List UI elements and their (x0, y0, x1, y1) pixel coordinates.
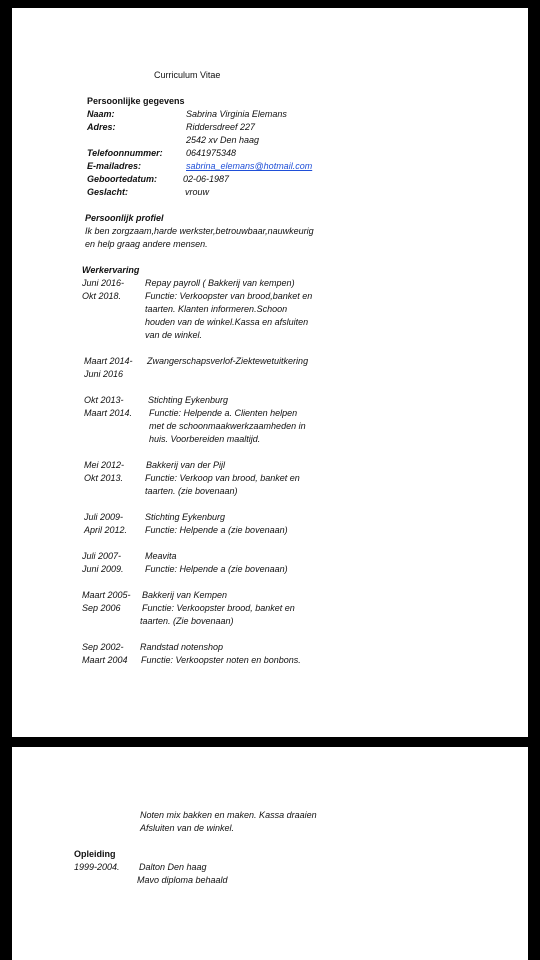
email-label: E-mailadres: (87, 161, 142, 171)
work-entry-date-end: April 2012. (84, 525, 128, 535)
dob-value: 02-06-1987 (183, 174, 230, 184)
education-school: Dalton Den haag (139, 862, 207, 872)
work-entry-line: Meavita (145, 551, 177, 561)
personal-heading: Persoonlijke gegevens (87, 96, 185, 106)
address-label: Adres: (87, 122, 116, 132)
work-entry-date-start: Mei 2012- (84, 460, 125, 470)
gender-label: Geslacht: (87, 187, 129, 197)
document-page-2 (12, 747, 528, 960)
work-entry-line: Zwangerschapsverlof-Ziektewetuitkering (147, 356, 309, 366)
work-entry-date-start: Okt 2013- (84, 395, 124, 405)
work-entry-line: met de schoonmaakwerkzaamheden in (149, 421, 306, 431)
work-entry-line: Functie: Helpende a. Clienten helpen (149, 408, 298, 418)
work-entry-line: houden van de winkel.Kassa en afsluiten (145, 317, 309, 327)
work-entry-date-start: Maart 2014- (84, 356, 133, 366)
work-entry-line: taarten. (Zie bovenaan) (140, 616, 234, 626)
work-entry-date-end: Juni 2016 (84, 369, 124, 379)
work-continued-line: Noten mix bakken en maken. Kassa draaien (140, 810, 317, 820)
email-link[interactable]: sabrina_elemans@hotmail.com (186, 161, 313, 171)
work-entry-line: Randstad notenshop (140, 642, 224, 652)
work-entry-line: Functie: Helpende a (zie bovenaan) (145, 564, 288, 574)
education-diploma: Mavo diploma behaald (137, 875, 228, 885)
address-line-2: 2542 xv Den haag (186, 135, 260, 145)
document-title: Curriculum Vitae (154, 70, 221, 80)
name-value: Sabrina Virginia Elemans (186, 109, 287, 119)
work-heading: Werkervaring (82, 265, 140, 275)
work-entry-line: Stichting Eykenburg (145, 512, 226, 522)
name-label: Naam: (87, 109, 115, 119)
work-entry-date-start: Juli 2009- (84, 512, 124, 522)
work-entry-date-end: Okt 2013. (84, 473, 124, 483)
work-entry-date-end: Maart 2014. (84, 408, 133, 418)
phone-label: Telefoonnummer: (87, 148, 163, 158)
work-entry-line: Functie: Verkoopster van brood,banket en (145, 291, 313, 301)
profile-line-2: en help graag andere mensen. (85, 239, 208, 249)
profile-heading: Persoonlijk profiel (85, 213, 164, 223)
address-line-1: Riddersdreef 227 (186, 122, 256, 132)
work-continued-line: Afsluiten van de winkel. (140, 823, 235, 833)
work-entry-line: Stichting Eykenburg (148, 395, 229, 405)
work-entry-line: huis. Voorbereiden maaltijd. (149, 434, 261, 444)
work-entry-line: van de winkel. (145, 330, 203, 340)
gender-value: vrouw (185, 187, 210, 197)
work-entry-date-end: Sep 2006 (82, 603, 121, 613)
document-page-1 (12, 8, 528, 737)
work-entry-date-end: Maart 2004 (82, 655, 128, 665)
work-entry-line: Functie: Verkoopster brood, banket en (142, 603, 295, 613)
work-entry-line: Functie: Verkoop van brood, banket en (145, 473, 300, 483)
work-entry-date-start: Maart 2005- (82, 590, 131, 600)
work-entry-line: Repay payroll ( Bakkerij van kempen) (145, 278, 295, 288)
work-entry-line: taarten. (zie bovenaan) (145, 486, 238, 496)
profile-line-1: Ik ben zorgzaam,harde werkster,betrouwbaar,nauwkeurig (85, 226, 314, 236)
work-entry-date-end: Okt 2018. (82, 291, 122, 301)
phone-value: 0641975348 (186, 148, 237, 158)
education-heading: Opleiding (74, 849, 116, 859)
work-entry-line: Bakkerij van der Pijl (146, 460, 226, 470)
work-entry-line: Bakkerij van Kempen (142, 590, 228, 600)
work-entry-date-start: Juli 2007- (82, 551, 122, 561)
work-entry-line: Functie: Verkoopster noten en bonbons. (141, 655, 301, 665)
work-entry-line: taarten. Klanten informeren.Schoon (145, 304, 288, 314)
education-date: 1999-2004. (74, 862, 120, 872)
work-entry-date-start: Sep 2002- (82, 642, 124, 652)
dob-label: Geboortedatum: (87, 174, 158, 184)
work-entry-date-end: Juni 2009. (82, 564, 124, 574)
work-entry-line: Functie: Helpende a (zie bovenaan) (145, 525, 288, 535)
work-entry-date-start: Juni 2016- (82, 278, 125, 288)
